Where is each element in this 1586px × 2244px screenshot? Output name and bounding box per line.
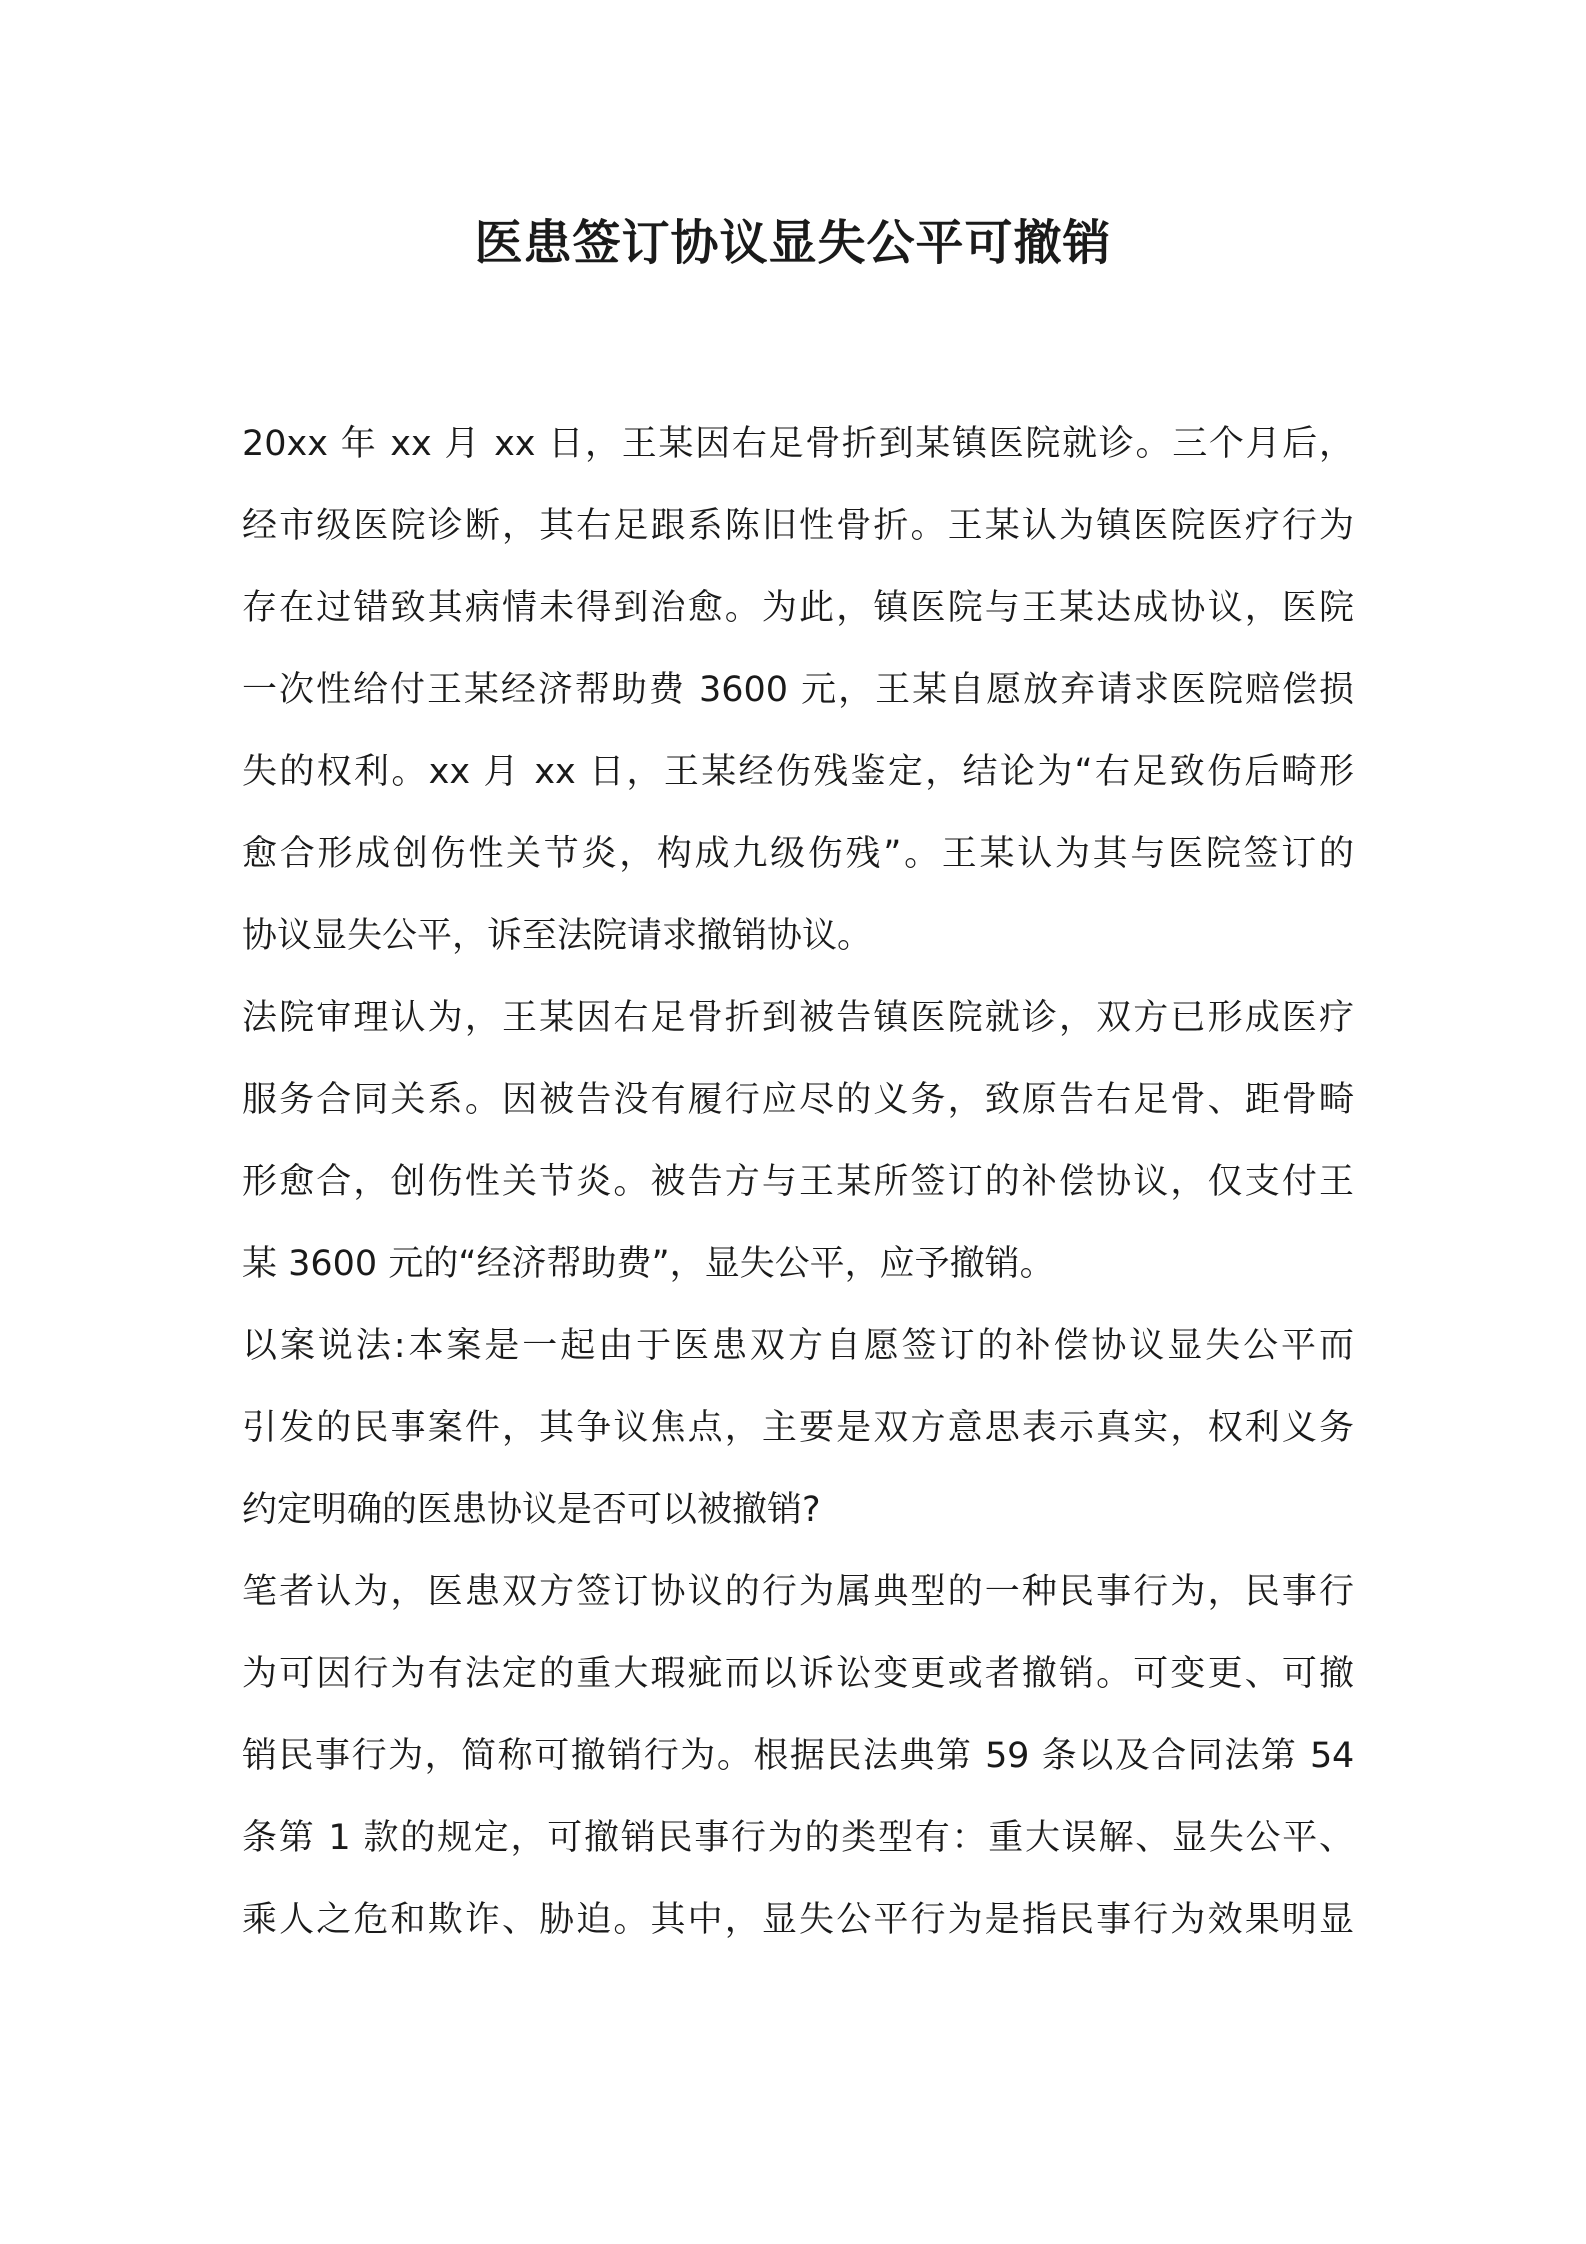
- text-line: 引发的民事案件，其争议焦点，主要是双方意思表示真实，权利义务: [242, 1408, 1354, 1448]
- text-line: 乘人之危和欺诈、胁迫。其中，显失公平行为是指民事行为效果明显: [242, 1900, 1354, 1940]
- text-line: 笔者认为，医患双方签订协议的行为属典型的一种民事行为，民事行: [242, 1572, 1354, 1612]
- text-line: 愈合形成创伤性关节炎，构成九级伤残”。王某认为其与医院签订的: [242, 834, 1354, 874]
- text-line: 经市级医院诊断，其右足跟系陈旧性骨折。王某认为镇医院医疗行为: [242, 506, 1354, 546]
- text-line: 销民事行为，简称可撤销行为。根据民法典第 59 条以及合同法第 54: [242, 1736, 1354, 1776]
- document-body: [242, 403, 1354, 1961]
- text-line: 一次性给付王某经济帮助费 3600 元，王某自愿放弃请求医院赔偿损: [242, 670, 1354, 710]
- text-line: 服务合同关系。因被告没有履行应尽的义务，致原告右足骨、距骨畸: [242, 1080, 1354, 1120]
- text-line: 为可因行为有法定的重大瑕疵而以诉讼变更或者撤销。可变更、可撤: [242, 1654, 1354, 1694]
- text-line: 以案说法:本案是一起由于医患双方自愿签订的补偿协议显失公平而: [242, 1326, 1354, 1366]
- text-line: 某 3600 元的“经济帮助费”，显失公平，应予撤销。: [242, 1244, 1055, 1284]
- text-line: 协议显失公平，诉至法院请求撤销协议。: [242, 916, 873, 956]
- text-line: 形愈合，创伤性关节炎。被告方与王某所签订的补偿协议，仅支付王: [242, 1162, 1354, 1202]
- page-title: 医患签订协议显失公平可撤销: [474, 215, 1112, 271]
- text-line: 失的权利。xx 月 xx 日，王某经伤残鉴定，结论为“右足致伤后畸形: [242, 752, 1354, 792]
- text-line: 法院审理认为，王某因右足骨折到被告镇医院就诊，双方已形成医疗: [242, 998, 1354, 1038]
- text-line: 约定明确的医患协议是否可以被撤销?: [242, 1490, 821, 1530]
- text-line: 20xx 年 xx 月 xx 日，王某因右足骨折到某镇医院就诊。三个月后，: [242, 424, 1354, 464]
- text-line: 条第 1 款的规定，可撤销民事行为的类型有：重大误解、显失公平、: [242, 1818, 1354, 1858]
- text-line: 存在过错致其病情未得到治愈。为此，镇医院与王某达成协议，医院: [242, 588, 1354, 628]
